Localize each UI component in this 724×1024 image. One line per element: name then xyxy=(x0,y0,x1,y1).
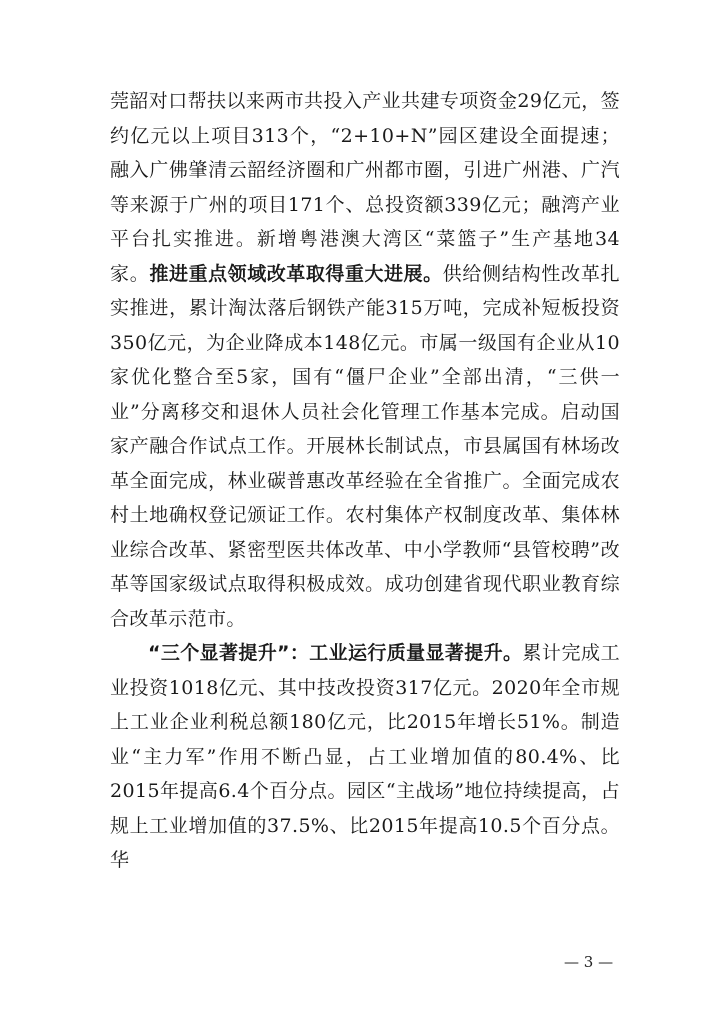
bold-heading-reform-progress: 推进重点领域改革取得重大进展。 xyxy=(149,262,443,285)
page-number: — 3 — xyxy=(564,953,614,971)
paragraph-three-improvements xyxy=(110,636,620,878)
bold-heading-industrial-quality: “三个显著提升”：工业运行质量显著提升。 xyxy=(148,642,523,664)
paragraph-text: 莞韶对口帮扶以来两市共投入产业共建专项资金29亿元，签约亿元以上项目313个，“2+10+N”园区建设全面提速；融入广佛肇清云韶经济圈和广州都市圈，引进广州港、广汽等来源于广州的项目171个、总投资额339亿元；融湾产业平台扎实推进。新增粤港澳大湾区“菜篮子”生产基地34家。 xyxy=(110,90,620,285)
document-body xyxy=(110,84,620,878)
paragraph-reform xyxy=(110,84,620,636)
paragraph-text: 供给侧结构性改革扎实推进，累计淘汰落后钢铁产能315万吨，完成补短板投资350亿元，为企业降成本148亿元。市属一级国有企业从10家优化整合至5家，国有“僵尸企业”全部出清，“三供一业”分离移交和退休人员社会化管理工作基本完成。启动国家产融合作试点工作。开展林长制试点，市县属国有林场改革全面完成，林业碳普惠改革经验在全省推广。全面完成农村土地确权登记颁证工作。农村集体产权制度改革、集体林业综合改革、紧密型医共体改革、中小学教师“县管校聘”改革等国家级试点取得积极成效。成功创建省现代职业教育综合改革示范市。 xyxy=(110,262,620,630)
paragraph-text: 累计完成工业投资1018亿元、其中技改投资317亿元。2020年全市规上工业企业利税总额180亿元，比2015年增长51%。制造业“主力军”作用不断凸显，占工业增加值的80.4%、比2015年提高6.4个百分点。园区“主战场”地位持续提高，占规上工业增加值的37.5%、比2015年提高10.5个百分点。华 xyxy=(110,642,620,871)
